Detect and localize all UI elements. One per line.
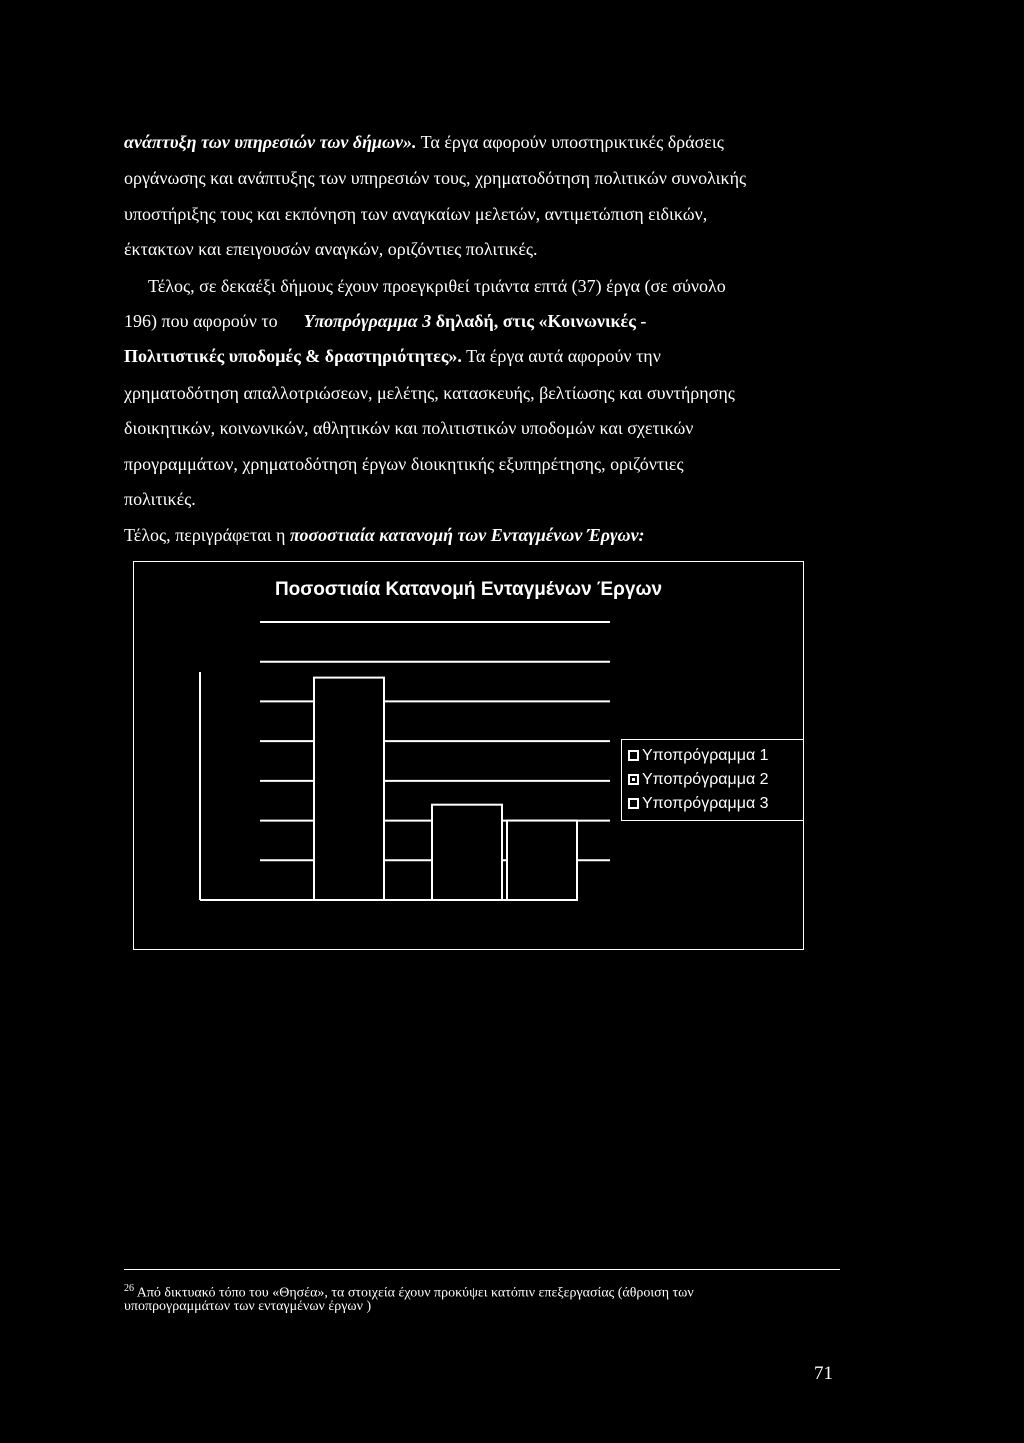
footnote-text: Από δικτυακό τόπο του «Θησέα», τα στοιχεία έχουν προκύψει κατόπιν επεξεργασίας (άθροιση των (134, 1285, 694, 1301)
paragraph-2-line-3 (124, 345, 1004, 367)
paragraph-2-line-4: χρηματοδότηση απαλλοτριώσεων, μελέτης, κατασκευής, βελτίωσης και συντήρησης (124, 383, 735, 403)
paragraph-3 (124, 524, 1004, 546)
paragraph-2-line-2 (124, 310, 1004, 332)
paragraph-2-line-7: πολιτικές. (124, 489, 196, 509)
paragraph-2-line-5: διοικητικών, κοινωνικών, αθλητικών και πολιτιστικών υποδομών και σχετικών (124, 418, 694, 438)
bold-phrase: δηλαδή, στις «Κοινωνικές - (431, 311, 647, 331)
chart-frame (133, 561, 804, 950)
italic-phrase: Υποπρόγραμμα 3 (303, 311, 432, 331)
page-number: 71 (814, 1363, 833, 1384)
paragraph-1-line-2: οργάνωσης και ανάπτυξης των υπηρεσιών τους, χρηματοδότηση πολιτικών συνολικής (124, 168, 747, 188)
legend-label-3: Υποπρόγραμμα 3 (642, 795, 769, 812)
italic-phrase: των Ενταγμένων Έργων: (453, 525, 645, 545)
footnote-number: 26 (124, 1283, 134, 1294)
bold-phrase: Πολιτιστικές υποδομές & δραστηριότητες». (124, 346, 462, 366)
bold-phrase: ανάπτυξη των υπηρεσιών των δήμων». (124, 132, 417, 152)
bar-1 (314, 678, 384, 900)
text-fragment: Τα έργα αυτά αφορούν την (461, 346, 661, 366)
footnote-line-2: υποπρογραμμάτων των ενταγμένων έργων ) (124, 1299, 372, 1314)
bar-2 (432, 805, 502, 900)
paragraph-1-line-3: υποστήριξης τους και εκπόνηση των αναγκαίων μελετών, αντιμετώπιση ειδικών, (124, 204, 708, 224)
footnote-separator (124, 1269, 840, 1270)
legend-item-3 (628, 794, 769, 814)
legend-item-1 (628, 746, 769, 766)
legend-swatch-1 (628, 750, 639, 761)
legend-label-1: Υποπρόγραμμα 1 (642, 747, 769, 764)
bar-3 (507, 821, 577, 900)
paragraph-2-line-1: Τέλος, σε δεκαέξι δήμους έχουν προεγκριθεί τριάντα επτά (37) έργα (σε σύνολο (148, 276, 726, 296)
text-fragment: Τέλος, περιγράφεται η (124, 525, 290, 545)
paragraph-1-line-4: έκτακτων και επειγουσών αναγκών, οριζόντιες πολιτικές. (124, 239, 538, 259)
paragraph-2-line-6: προγραμμάτων, χρηματοδότηση έργων διοικητικής εξυπηρέτησης, οριζόντιες (124, 454, 684, 474)
chart-title: Ποσοστιαία Κατανομή Ενταγμένων Έργων (274, 579, 663, 600)
legend-item-2 (628, 770, 769, 790)
legend-swatch-2 (628, 774, 639, 785)
text-fragment: Τα έργα αφορούν υποστηρικτικές δράσεις (416, 132, 724, 152)
text-fragment: 196) που αφορούν το (124, 311, 278, 331)
chart-legend (621, 739, 804, 821)
legend-label-2: Υποπρόγραμμα 2 (642, 771, 769, 788)
italic-phrase: ποσοστιαία κατανομή (289, 525, 453, 545)
legend-swatch-3 (628, 798, 639, 809)
paragraph-1-line-1 (124, 131, 1004, 153)
